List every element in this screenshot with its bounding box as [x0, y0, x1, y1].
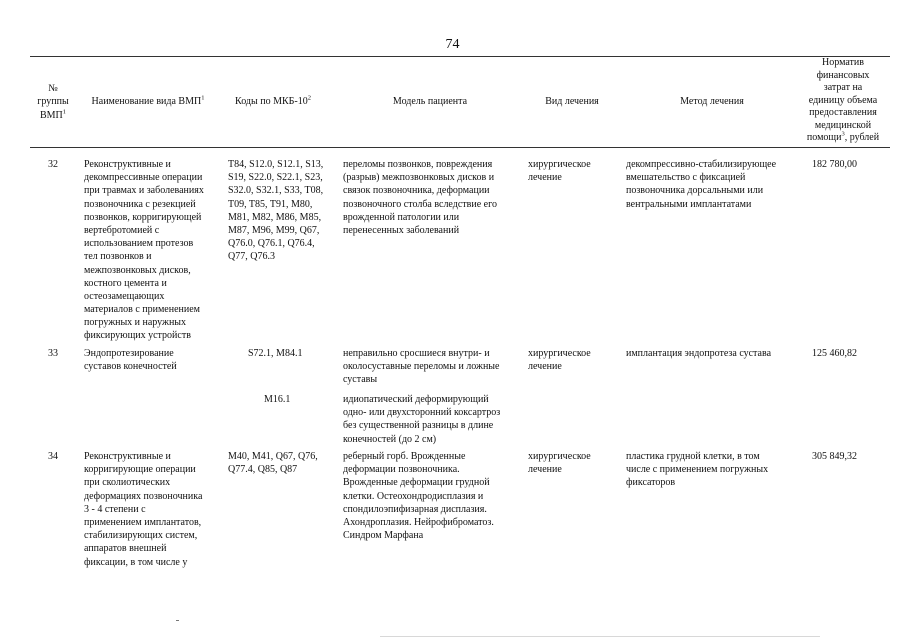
row-financial-norm: 125 460,82 — [812, 348, 857, 359]
header-treatment-type: Вид лечения — [545, 96, 599, 108]
row-treatment-type: хирургическое лечение — [528, 451, 591, 476]
row-number: 34 — [48, 451, 58, 462]
header-icd-codes: Коды по МКБ-$10^2$ — [235, 95, 311, 108]
row-patient-model: неправильно сросшиеся внутри- и околосуставные переломы и ложные суставы — [343, 348, 500, 386]
row-number: 33 — [48, 348, 58, 359]
header-group-number: № группы ВМП$^1$ — [37, 83, 69, 121]
row-vmp-name: Реконструктивные и корригирующие операции при сколиотических деформациях позвоночника 3 - 4 степени с применением имплантатов, стабилизирующих систем, аппаратов внешней фиксации, в том числе у — [84, 451, 203, 568]
row-financial-norm: 305 849,32 — [812, 451, 857, 462]
row-patient-model: переломы позвонков, повреждения (разрыв) межпозвонковых дисков и связок позвоночника, деформации позвоночного столба вследствие его врожденной патологии или перенесенных заболеваний — [343, 159, 497, 236]
header-bottom-rule — [30, 147, 890, 148]
row-vmp-name: Эндопротезирование суставов конечностей — [84, 348, 177, 373]
header-vmp-name: Наименование вида ВМП$^1$ — [91, 95, 205, 108]
scan-edge-noise — [380, 636, 820, 637]
header-financial-norm: Норматив финансовых затрат на единицу объема предоставления медицинской помощи$^3$, рублей — [806, 57, 880, 144]
row-patient-model: реберный горб. Врожденные деформации позвоночника. Врожденные деформации грудной клетки. Остеохондродисплазия и спондилоэпифизарная дисплазия. Ахондроплазия. Нейрофиброматоз. Синдром Марфана — [343, 451, 494, 542]
row-treatment-method: имплантация эндопротеза сустава — [626, 348, 772, 359]
row-treatment-method: декомпрессивно-стабилизирующее вмешательство с фиксацией позвоночника дорсальными или вентральными имплантатами — [626, 159, 777, 210]
row-treatment-method: пластика грудной клетки, в том числе с применением погружных фиксаторов — [626, 451, 769, 489]
row-treatment-type: хирургическое лечение — [528, 159, 591, 184]
scan-speck — [176, 620, 179, 621]
row-vmp-name: Реконструктивные и декомпрессивные операции при травмах и заболеваниях позвоночника с резекцией позвонков, корригирующей вертебротомией с использованием протезов тел позвонков и межпозвонковых дисков, костного цемента и остеозамещающих материалов с применением погружных и наружных фиксирующих устройств — [84, 159, 204, 342]
header-patient-model: Модель пациента — [392, 96, 468, 108]
header-top-rule — [30, 56, 890, 57]
row-icd-codes: S72.1, M84.1 — [248, 348, 303, 359]
row-icd-codes: M16.1 — [264, 394, 291, 405]
row-treatment-type: хирургическое лечение — [528, 348, 591, 373]
header-treatment-method: Метод лечения — [680, 96, 744, 108]
row-patient-model: идиопатический деформирующий одно- или двухсторонний коксартроз без существенной разницы в длине конечностей (до 2 см) — [343, 394, 501, 445]
row-financial-norm: 182 780,00 — [812, 159, 857, 170]
row-icd-codes: M40, M41, Q67, Q76, Q77.4, Q85, Q87 — [228, 451, 318, 476]
row-icd-codes: T84, S12.0, S12.1, S13, S19, S22.0, S22.1, S23, S32.0, S32.1, S33, T08, T09, T85, T91, M80, M81, M82, M86, M85, M87, M96, M99, Q67, Q76.0, Q76.1, Q76.4, Q77, Q76.3 — [228, 159, 324, 263]
page-number: 74 — [445, 37, 460, 52]
row-number: 32 — [48, 159, 58, 170]
